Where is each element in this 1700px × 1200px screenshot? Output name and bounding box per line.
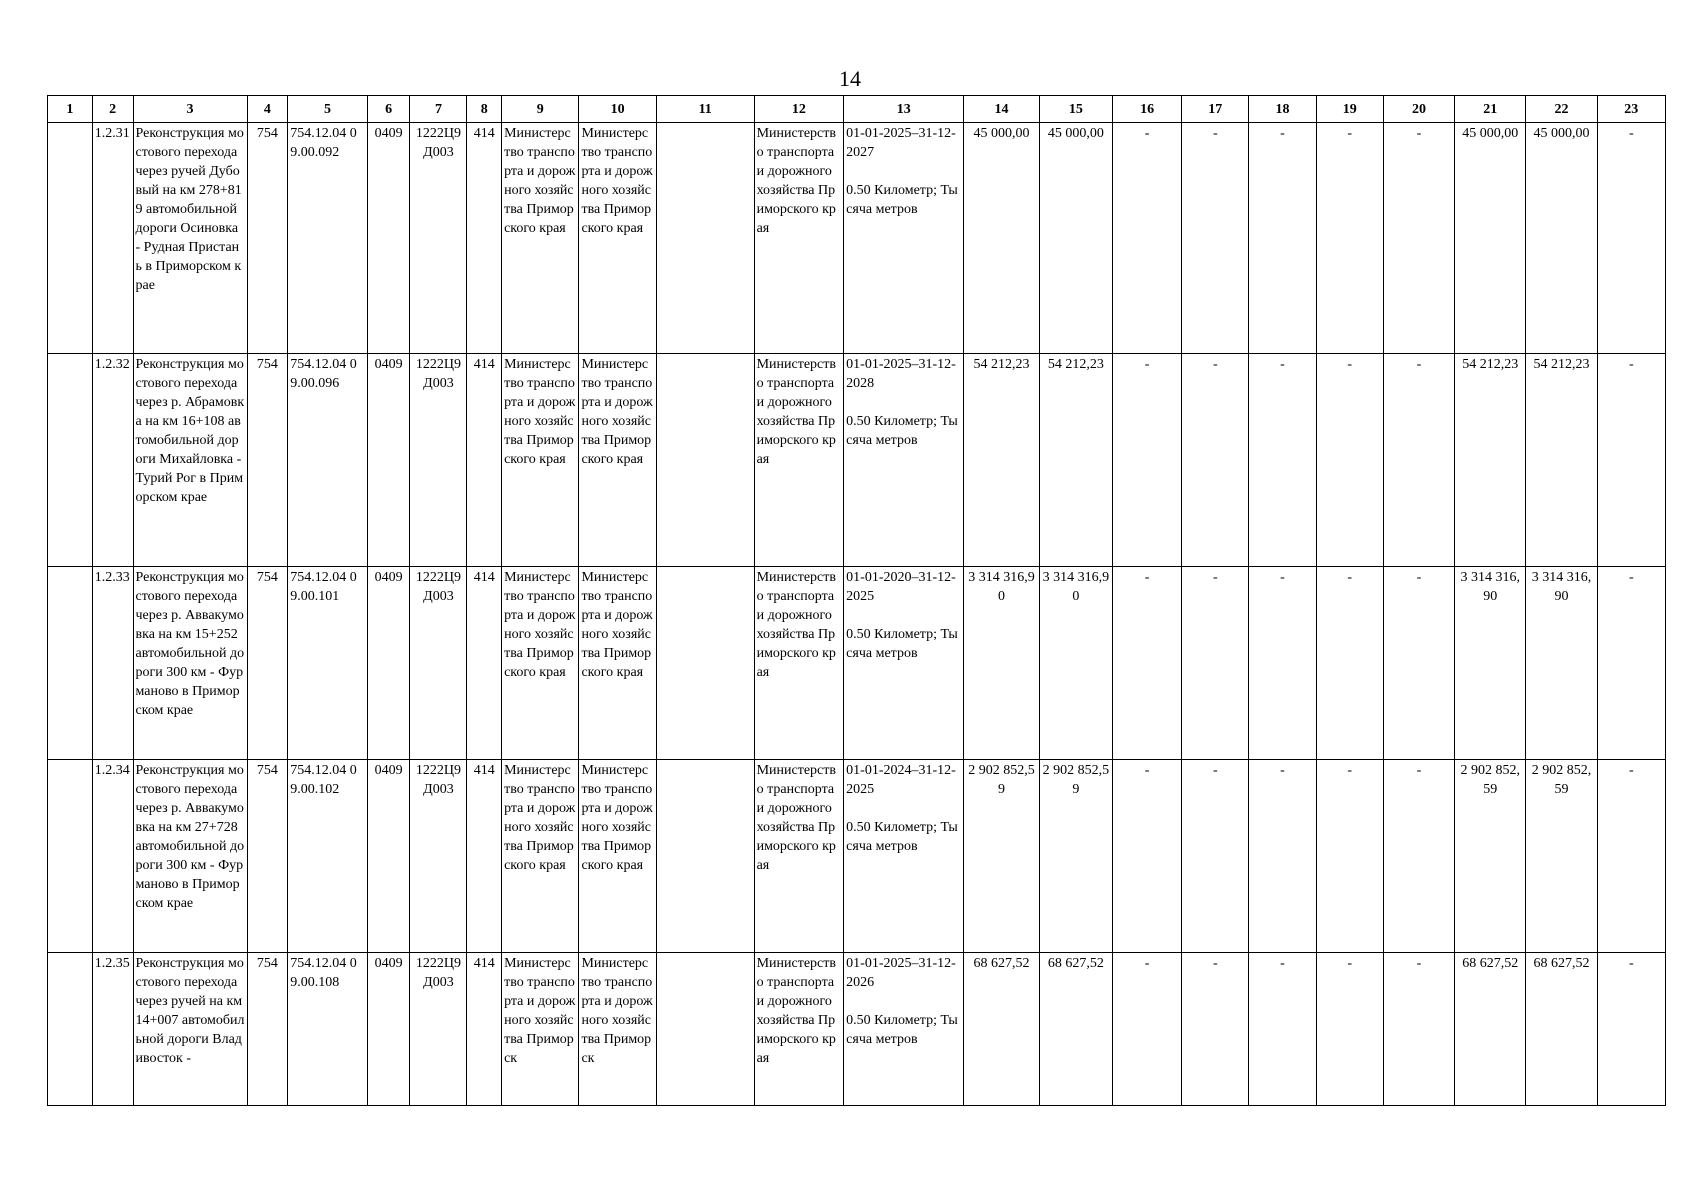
- dash-cell: -: [1597, 567, 1665, 760]
- estimate-cost-cell: 68 627,52: [964, 953, 1039, 1106]
- dash-cell: -: [1249, 354, 1316, 567]
- expense-type-cell: 414: [467, 123, 502, 354]
- amount-cell: 54 212,23: [1455, 354, 1526, 567]
- dash-cell: -: [1182, 567, 1249, 760]
- header-cell: 12: [754, 96, 844, 123]
- row-number-cell: [48, 953, 93, 1106]
- responsible-cell: Министерство транспорта и дорожного хозяйства Приморского края: [754, 953, 844, 1106]
- target-article-cell: 1222Ц9 Д003: [410, 953, 467, 1106]
- amount-cell: 68 627,52: [1526, 953, 1597, 1106]
- header-cell: 17: [1182, 96, 1249, 123]
- developer-cell: Министерство транспорта и дорожного хозяйства Приморского края: [579, 354, 656, 567]
- dash-cell: -: [1249, 953, 1316, 1106]
- empty-cell: [656, 567, 754, 760]
- responsible-cell: Министерство транспорта и дорожного хозяйства Приморского края: [754, 354, 844, 567]
- estimate-cost-cell: 54 212,23: [964, 354, 1039, 567]
- total-cost-cell: 45 000,00: [1039, 123, 1112, 354]
- total-cost-cell: 68 627,52: [1039, 953, 1112, 1106]
- amount-cell: 45 000,00: [1526, 123, 1597, 354]
- responsible-cell: Министерство транспорта и дорожного хозяйства Приморского края: [754, 760, 844, 953]
- period-capacity-cell: 01-01-2025–31-12-2026 0.50 Километр; Тысяча метров: [844, 953, 964, 1106]
- target-article-cell: 1222Ц9 Д003: [410, 567, 467, 760]
- dash-cell: -: [1383, 123, 1454, 354]
- ministry-code-cell: 754: [247, 567, 288, 760]
- amount-cell: 68 627,52: [1455, 953, 1526, 1106]
- budget-table: [47, 95, 1666, 1106]
- estimate-cost-cell: 45 000,00: [964, 123, 1039, 354]
- dash-cell: -: [1597, 760, 1665, 953]
- dash-cell: -: [1383, 953, 1454, 1106]
- total-cost-cell: 2 902 852,59: [1039, 760, 1112, 953]
- dash-cell: -: [1249, 123, 1316, 354]
- customer-cell: Министерство транспорта и дорожного хозяйства Приморского края: [502, 123, 579, 354]
- total-cost-cell: 54 212,23: [1039, 354, 1112, 567]
- section-code-cell: 0409: [367, 354, 410, 567]
- header-cell: 20: [1383, 96, 1454, 123]
- customer-cell: Министерство транспорта и дорожного хозяйства Приморского края: [502, 760, 579, 953]
- table-row: [48, 953, 1666, 1106]
- responsible-cell: Министерство транспорта и дорожного хозяйства Приморского края: [754, 123, 844, 354]
- period-capacity-cell: 01-01-2025–31-12-2028 0.50 Километр; Тысяча метров: [844, 354, 964, 567]
- page-number: 14: [839, 66, 861, 91]
- header-cell: 19: [1316, 96, 1383, 123]
- amount-cell: 54 212,23: [1526, 354, 1597, 567]
- registry-code-cell: 754.12.04 09.00.108: [288, 953, 367, 1106]
- header-cell: 5: [288, 96, 367, 123]
- item-code-cell: 1.2.31: [92, 123, 133, 354]
- target-article-cell: 1222Ц9 Д003: [410, 123, 467, 354]
- project-name-cell: Реконструкция мостового перехода через р. Абрамовка на км 16+108 автомобильной дороги Михайловка - Турий Рог в Приморском крае: [133, 354, 247, 567]
- header-cell: 8: [467, 96, 502, 123]
- header-cell: 6: [367, 96, 410, 123]
- target-article-cell: 1222Ц9 Д003: [410, 760, 467, 953]
- section-code-cell: 0409: [367, 123, 410, 354]
- dash-cell: -: [1182, 123, 1249, 354]
- ministry-code-cell: 754: [247, 760, 288, 953]
- developer-cell: Министерство транспорта и дорожного хозяйства Приморского края: [579, 123, 656, 354]
- table-row: [48, 567, 1666, 760]
- item-code-cell: 1.2.35: [92, 953, 133, 1106]
- header-cell: 11: [656, 96, 754, 123]
- project-name-cell: Реконструкция мостового перехода через ручей Дубовый на км 278+819 автомобильной дороги Осиновка - Рудная Пристань в Приморском крае: [133, 123, 247, 354]
- header-cell: 23: [1597, 96, 1665, 123]
- dash-cell: -: [1249, 760, 1316, 953]
- table-row: [48, 354, 1666, 567]
- header-cell: 16: [1112, 96, 1181, 123]
- header-cell: 2: [92, 96, 133, 123]
- expense-type-cell: 414: [467, 354, 502, 567]
- row-number-cell: [48, 123, 93, 354]
- period-capacity-cell: 01-01-2020–31-12-2025 0.50 Километр; Тысяча метров: [844, 567, 964, 760]
- estimate-cost-cell: 2 902 852,59: [964, 760, 1039, 953]
- header-cell: 22: [1526, 96, 1597, 123]
- item-code-cell: 1.2.32: [92, 354, 133, 567]
- amount-cell: 2 902 852,59: [1526, 760, 1597, 953]
- table-row: [48, 123, 1666, 354]
- item-code-cell: 1.2.33: [92, 567, 133, 760]
- project-name-cell: Реконструкция мостового перехода через р. Аввакумовка на км 27+728 автомобильной дороги 300 км - Фурманово в Приморском крае: [133, 760, 247, 953]
- responsible-cell: Министерство транспорта и дорожного хозяйства Приморского края: [754, 567, 844, 760]
- dash-cell: -: [1383, 760, 1454, 953]
- dash-cell: -: [1112, 567, 1181, 760]
- row-number-cell: [48, 354, 93, 567]
- ministry-code-cell: 754: [247, 354, 288, 567]
- dash-cell: -: [1182, 354, 1249, 567]
- item-code-cell: 1.2.34: [92, 760, 133, 953]
- amount-cell: 2 902 852,59: [1455, 760, 1526, 953]
- header-row: [48, 96, 1666, 123]
- empty-cell: [656, 760, 754, 953]
- estimate-cost-cell: 3 314 316,90: [964, 567, 1039, 760]
- target-article-cell: 1222Ц9 Д003: [410, 354, 467, 567]
- dash-cell: -: [1383, 567, 1454, 760]
- ministry-code-cell: 754: [247, 953, 288, 1106]
- section-code-cell: 0409: [367, 953, 410, 1106]
- developer-cell: Министерство транспорта и дорожного хозяйства Приморск: [579, 953, 656, 1106]
- dash-cell: -: [1316, 567, 1383, 760]
- header-cell: 21: [1455, 96, 1526, 123]
- registry-code-cell: 754.12.04 09.00.101: [288, 567, 367, 760]
- dash-cell: -: [1316, 760, 1383, 953]
- dash-cell: -: [1182, 760, 1249, 953]
- ministry-code-cell: 754: [247, 123, 288, 354]
- dash-cell: -: [1112, 953, 1181, 1106]
- header-cell: 15: [1039, 96, 1112, 123]
- customer-cell: Министерство транспорта и дорожного хозяйства Приморского края: [502, 567, 579, 760]
- registry-code-cell: 754.12.04 09.00.102: [288, 760, 367, 953]
- dash-cell: -: [1112, 123, 1181, 354]
- expense-type-cell: 414: [467, 953, 502, 1106]
- dash-cell: -: [1597, 354, 1665, 567]
- period-capacity-cell: 01-01-2024–31-12-2025 0.50 Километр; Тысяча метров: [844, 760, 964, 953]
- customer-cell: Министерство транспорта и дорожного хозяйства Приморского края: [502, 354, 579, 567]
- dash-cell: -: [1112, 354, 1181, 567]
- period-capacity-cell: 01-01-2025–31-12-2027 0.50 Километр; Тысяча метров: [844, 123, 964, 354]
- dash-cell: -: [1112, 760, 1181, 953]
- dash-cell: -: [1597, 123, 1665, 354]
- dash-cell: -: [1316, 953, 1383, 1106]
- amount-cell: 3 314 316,90: [1526, 567, 1597, 760]
- header-cell: 18: [1249, 96, 1316, 123]
- header-cell: 1: [48, 96, 93, 123]
- developer-cell: Министерство транспорта и дорожного хозяйства Приморского края: [579, 760, 656, 953]
- row-number-cell: [48, 567, 93, 760]
- registry-code-cell: 754.12.04 09.00.096: [288, 354, 367, 567]
- total-cost-cell: 3 314 316,90: [1039, 567, 1112, 760]
- header-cell: 14: [964, 96, 1039, 123]
- empty-cell: [656, 123, 754, 354]
- amount-cell: 3 314 316,90: [1455, 567, 1526, 760]
- header-cell: 9: [502, 96, 579, 123]
- row-number-cell: [48, 760, 93, 953]
- project-name-cell: Реконструкция мостового перехода через ручей на км 14+007 автомобильной дороги Владивосток -: [133, 953, 247, 1106]
- header-cell: 10: [579, 96, 656, 123]
- dash-cell: -: [1316, 123, 1383, 354]
- expense-type-cell: 414: [467, 567, 502, 760]
- section-code-cell: 0409: [367, 760, 410, 953]
- table-row: [48, 760, 1666, 953]
- empty-cell: [656, 953, 754, 1106]
- project-name-cell: Реконструкция мостового перехода через р. Аввакумовка на км 15+252 автомобильной дороги 300 км - Фурманово в Приморском крае: [133, 567, 247, 760]
- customer-cell: Министерство транспорта и дорожного хозяйства Приморск: [502, 953, 579, 1106]
- dash-cell: -: [1249, 567, 1316, 760]
- header-cell: 7: [410, 96, 467, 123]
- header-cell: 13: [844, 96, 964, 123]
- header-cell: 3: [133, 96, 247, 123]
- dash-cell: -: [1182, 953, 1249, 1106]
- dash-cell: -: [1597, 953, 1665, 1106]
- amount-cell: 45 000,00: [1455, 123, 1526, 354]
- expense-type-cell: 414: [467, 760, 502, 953]
- section-code-cell: 0409: [367, 567, 410, 760]
- empty-cell: [656, 354, 754, 567]
- dash-cell: -: [1383, 354, 1454, 567]
- developer-cell: Министерство транспорта и дорожного хозяйства Приморского края: [579, 567, 656, 760]
- registry-code-cell: 754.12.04 09.00.092: [288, 123, 367, 354]
- header-cell: 4: [247, 96, 288, 123]
- dash-cell: -: [1316, 354, 1383, 567]
